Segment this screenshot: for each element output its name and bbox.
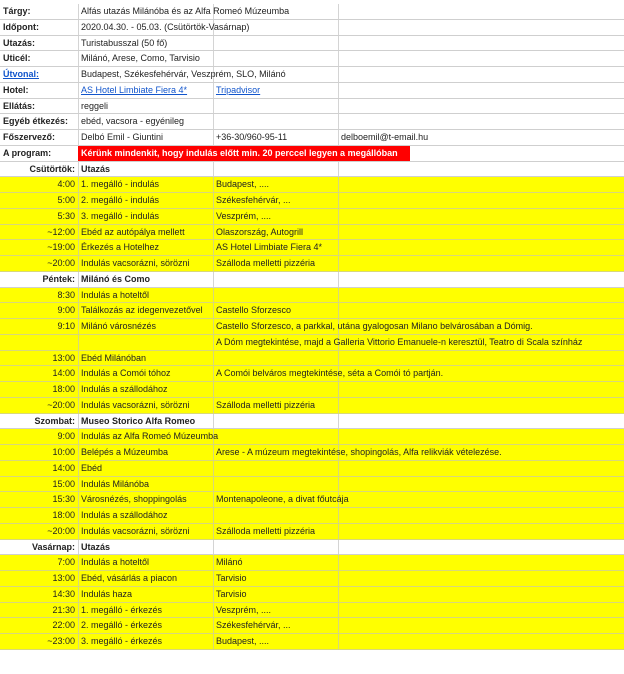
schedule-activity: Ebéd, vásárlás a piacon — [81, 573, 178, 583]
schedule-row — [0, 571, 624, 587]
info-value: ebéd, vacsora - egyénileg — [81, 116, 185, 127]
info-value: Budapest, Székesfehérvár, Veszprém, SLO, Milánó — [81, 69, 286, 79]
schedule-row — [0, 319, 624, 335]
day-header-row — [0, 272, 624, 288]
column-divider — [338, 99, 339, 114]
schedule-details: Székesfehérvár, ... — [216, 195, 291, 205]
schedule-details: Tarvisio — [216, 573, 247, 583]
schedule-row — [0, 555, 624, 571]
schedule-time: 21:30 — [52, 604, 75, 615]
info-label: Uticél: — [3, 53, 31, 64]
schedule-row — [0, 240, 624, 256]
schedule-row — [0, 492, 624, 508]
schedule-row — [0, 461, 624, 477]
info-extra: +36-30/960-95-11 — [216, 132, 288, 142]
info-value: Delbó Emil - Giuntini — [81, 132, 164, 142]
schedule-row — [0, 508, 624, 524]
column-divider — [213, 162, 214, 177]
schedule-time: 9:00 — [57, 305, 75, 316]
column-divider — [338, 398, 339, 413]
schedule-row — [0, 634, 624, 650]
schedule-time: 8:30 — [57, 289, 75, 300]
schedule-row — [0, 256, 624, 272]
column-divider — [338, 83, 339, 98]
schedule-details: Montenapoleone, a divat főutcája — [216, 494, 349, 505]
day-header-row — [0, 414, 624, 430]
column-divider — [213, 51, 214, 66]
program-banner: Kérünk mindenkit, hogy indulás előtt min. 20 perccel legyen a megállóban — [78, 146, 410, 161]
column-divider — [338, 634, 339, 649]
schedule-activity: Találkozás az idegenvezetővel — [81, 305, 203, 316]
schedule-activity: 2. megálló - érkezés — [81, 620, 163, 631]
column-divider — [338, 461, 339, 476]
schedule-row — [0, 429, 624, 445]
schedule-time: 10:00 — [52, 447, 75, 457]
schedule-activity: Indulás az Alfa Romeó Múzeumba — [81, 431, 219, 442]
schedule-time: 14:00 — [52, 368, 75, 379]
info-row — [0, 4, 624, 20]
schedule-time: ~20:00 — [47, 399, 75, 410]
schedule-activity: Indulás vacsorázni, sörözni — [81, 399, 190, 410]
schedule-time: 18:00 — [52, 384, 75, 394]
column-divider — [338, 225, 339, 240]
column-divider — [338, 303, 339, 318]
schedule-activity: Indulás a hoteltől — [81, 289, 150, 300]
schedule-details: Castello Sforzesco, a parkkal, utána gyalogosan Milano belvárosában a Dómig. — [216, 321, 533, 331]
column-divider — [338, 288, 339, 303]
schedule-row — [0, 209, 624, 225]
schedule-details: Veszprém, .... — [216, 604, 272, 615]
column-divider — [338, 382, 339, 397]
schedule-time: 22:00 — [52, 620, 75, 631]
schedule-activity — [78, 335, 213, 350]
day-label: Péntek: — [42, 273, 75, 284]
schedule-details: Arese - A múzeum megtekintése, shopingolás, Alfa relikviák vételezése. — [216, 447, 502, 457]
schedule-row — [0, 366, 624, 382]
column-divider — [213, 114, 214, 129]
day-title: Museo Storico Alfa Romeo — [81, 415, 196, 426]
schedule-activity: Milánó városnézés — [81, 321, 157, 331]
schedule-activity: 1. megálló - érkezés — [81, 604, 163, 615]
schedule-activity: 1. megálló - indulás — [81, 179, 160, 190]
schedule-activity: Ebéd Milánóban — [81, 352, 147, 363]
day-label: Vasárnap: — [31, 541, 75, 552]
schedule-details — [213, 288, 219, 303]
day-title: Utazás — [81, 541, 111, 552]
schedule-details: Budapest, .... — [216, 636, 270, 646]
info-value: Milánó, Arese, Como, Tarvisio — [81, 53, 200, 64]
column-divider — [338, 477, 339, 492]
schedule-row — [0, 177, 624, 193]
column-divider — [338, 603, 339, 618]
schedule-row — [0, 587, 624, 603]
schedule-details: AS Hotel Limbiate Fiera 4* — [216, 242, 323, 253]
day-title: Milánó és Como — [81, 273, 151, 284]
info-label[interactable]: Útvonal: — [3, 69, 39, 79]
column-divider — [338, 114, 339, 129]
schedule-time: 18:00 — [52, 510, 75, 520]
schedule-activity: Ebéd az autópálya mellett — [81, 226, 185, 237]
schedule-details: Budapest, .... — [216, 179, 270, 190]
column-divider — [338, 162, 339, 177]
schedule-row — [0, 351, 624, 367]
info-label: Időpont: — [3, 21, 39, 32]
schedule-details: Veszprém, .... — [216, 210, 272, 221]
schedule-details: A Dóm megtekintése, majd a Galleria Vittorio Emanuele-n keresztül, Teatro di Scala színház — [216, 336, 583, 347]
column-divider — [338, 429, 339, 444]
column-divider — [338, 524, 339, 539]
schedule-details — [213, 351, 219, 366]
schedule-activity: Indulás a szállodához — [81, 510, 168, 520]
column-divider — [213, 272, 214, 287]
schedule-row — [0, 618, 624, 634]
schedule-row — [0, 445, 624, 461]
info-value: Turistabusszal (50 fő) — [81, 37, 168, 48]
schedule-time: 13:00 — [52, 573, 75, 583]
schedule-activity: Indulás vacsorázni, sörözni — [81, 525, 190, 536]
schedule-details — [213, 382, 219, 397]
column-divider — [338, 571, 339, 586]
schedule-details: Szálloda melletti pizzéria — [216, 399, 316, 410]
info-row — [0, 51, 624, 67]
info-row — [0, 20, 624, 36]
schedule-time — [0, 335, 78, 350]
column-divider — [338, 177, 339, 192]
column-divider — [338, 508, 339, 523]
schedule-details: Szálloda melletti pizzéria — [216, 258, 316, 268]
schedule-row — [0, 477, 624, 493]
day-label: Csütörtök: — [29, 163, 75, 174]
schedule-time: 15:30 — [52, 494, 75, 505]
schedule-time: 4:00 — [57, 179, 75, 190]
info-email: delboemil@t-email.hu — [341, 132, 429, 142]
info-label: Utazás: — [3, 37, 36, 48]
schedule-time: 9:00 — [57, 431, 75, 442]
schedule-time: 14:00 — [52, 462, 75, 473]
schedule-details: Székesfehérvár, ... — [216, 620, 291, 631]
column-divider — [338, 20, 339, 35]
info-row — [0, 99, 624, 115]
schedule-activity: 3. megálló - indulás — [81, 210, 160, 221]
schedule-details — [213, 429, 219, 444]
column-divider — [338, 414, 339, 429]
schedule-time: 5:00 — [57, 195, 75, 205]
schedule-details: Castello Sforzesco — [216, 305, 292, 316]
schedule-activity: Érkezés a Hotelhez — [81, 242, 160, 253]
schedule-activity: Indulás a Comói tóhoz — [81, 368, 171, 379]
schedule-details: Szálloda melletti pizzéria — [216, 525, 316, 536]
schedule-row — [0, 398, 624, 414]
schedule-time: ~23:00 — [47, 636, 75, 646]
schedule-time: 7:00 — [57, 557, 75, 568]
column-divider — [338, 209, 339, 224]
info-label: Egyéb étkezés: — [3, 116, 69, 127]
schedule-time: 5:30 — [57, 210, 75, 221]
column-divider — [338, 540, 339, 555]
schedule-time: 15:00 — [52, 478, 75, 489]
column-divider — [338, 240, 339, 255]
column-divider — [338, 4, 339, 19]
info-row — [0, 130, 624, 146]
column-divider — [338, 272, 339, 287]
schedule-time: ~20:00 — [47, 258, 75, 268]
day-header-row — [0, 540, 624, 556]
info-value: 2020.04.30. - 05.03. (Csütörtök-Vasárnap) — [81, 21, 250, 32]
schedule-row — [0, 335, 624, 351]
schedule-activity: Indulás vacsorázni, sörözni — [81, 258, 190, 268]
schedule-details — [213, 508, 219, 523]
schedule-time: ~12:00 — [47, 226, 75, 237]
schedule-details — [213, 477, 219, 492]
schedule-row — [0, 193, 624, 209]
column-divider — [213, 99, 214, 114]
schedule-details: Tarvisio — [216, 588, 247, 599]
column-divider — [338, 256, 339, 271]
info-row — [0, 83, 624, 99]
schedule-activity: Indulás haza — [81, 588, 133, 599]
info-label: A program: — [3, 147, 52, 158]
schedule-details — [213, 461, 219, 476]
column-divider — [338, 555, 339, 570]
schedule-time: ~19:00 — [47, 242, 75, 253]
schedule-details: Milánó — [216, 557, 243, 568]
schedule-time: ~20:00 — [47, 525, 75, 536]
info-label: Tárgy: — [3, 6, 31, 16]
info-label: Ellátás: — [3, 100, 36, 111]
schedule-row — [0, 225, 624, 241]
schedule-row — [0, 303, 624, 319]
schedule-activity: 2. megálló - indulás — [81, 195, 160, 205]
column-divider — [338, 193, 339, 208]
info-value: Alfás utazás Milánóba és az Alfa Romeó Múzeumba — [81, 6, 290, 16]
schedule-row — [0, 524, 624, 540]
schedule-activity: Belépés a Múzeumba — [81, 447, 169, 457]
column-divider — [338, 36, 339, 51]
day-header-row — [0, 162, 624, 178]
column-divider — [338, 51, 339, 66]
schedule-row — [0, 288, 624, 304]
schedule-time: 13:00 — [52, 352, 75, 363]
schedule-activity: Ebéd — [81, 462, 103, 473]
info-extra[interactable]: Tripadvisor — [216, 84, 261, 95]
column-divider — [338, 351, 339, 366]
schedule-activity: Indulás a szállodához — [81, 384, 168, 394]
schedule-time: 9:10 — [57, 321, 75, 331]
info-label: Hotel: — [3, 84, 29, 95]
schedule-details: A Comói belváros megtekintése, séta a Comói tó partján. — [216, 368, 444, 379]
info-row — [0, 67, 624, 83]
column-divider — [213, 540, 214, 555]
schedule-activity: Városnézés, shoppingolás — [81, 494, 187, 505]
column-divider — [213, 414, 214, 429]
info-value: reggeli — [81, 100, 109, 111]
info-value[interactable]: AS Hotel Limbiate Fiera 4* — [81, 84, 188, 95]
info-label: Főszervező: — [3, 132, 56, 142]
column-divider — [338, 67, 339, 82]
schedule-row — [0, 603, 624, 619]
column-divider — [338, 618, 339, 633]
schedule-row — [0, 382, 624, 398]
info-row — [0, 114, 624, 130]
info-row — [0, 146, 624, 162]
schedule-details: Olaszország, Autogrill — [216, 226, 304, 237]
schedule-activity: 3. megálló - érkezés — [81, 636, 163, 646]
schedule-activity: Indulás Milánóba — [81, 478, 150, 489]
info-row — [0, 36, 624, 52]
column-divider — [213, 36, 214, 51]
day-title: Utazás — [81, 163, 111, 174]
schedule-time: 14:30 — [52, 588, 75, 599]
day-label: Szombat: — [34, 415, 75, 426]
schedule-activity: Indulás a hoteltől — [81, 557, 150, 568]
column-divider — [338, 587, 339, 602]
